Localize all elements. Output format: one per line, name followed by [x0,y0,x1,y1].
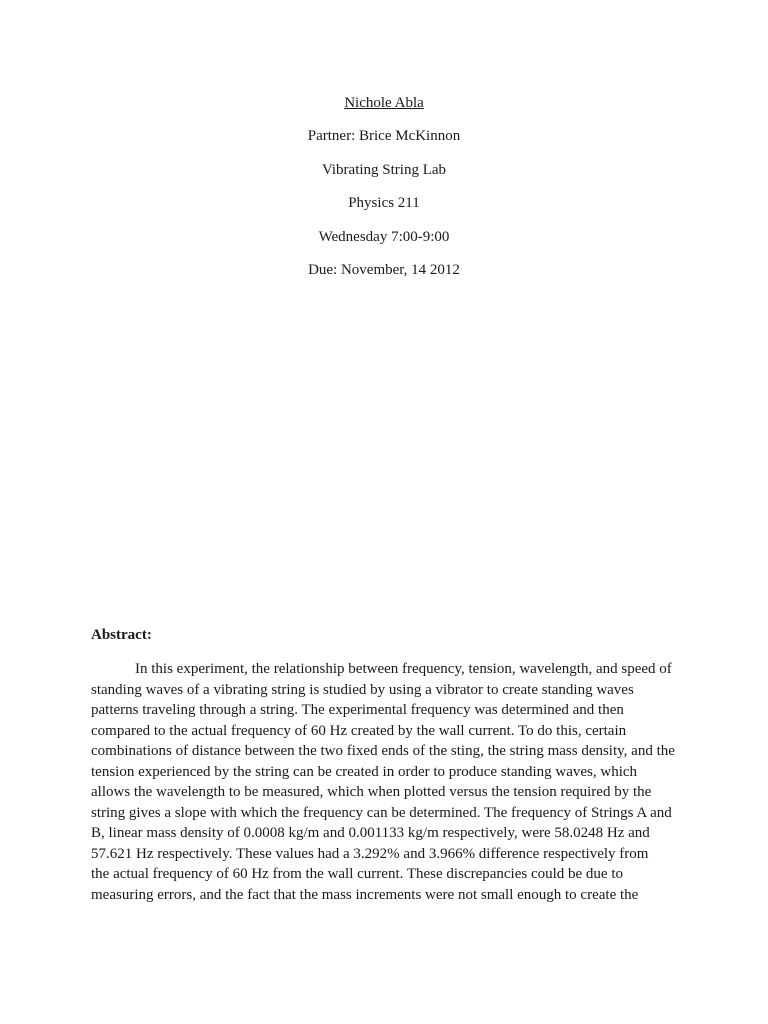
abstract-line: the actual frequency of 60 Hz from the wall current. These discrepancies could be due to [91,866,624,882]
title-line-course: Physics 211 [348,195,420,212]
title-line-partner: Partner: Brice McKinnon [307,128,461,145]
abstract-line: standing waves of a vibrating string is studied by using a vibrator to create standing waves [91,681,634,698]
abstract-line: B, linear mass density of 0.0008 kg/m and 0.001133 kg/m respectively, were 58.0248 Hz and [91,825,650,841]
abstract-line: compared to the actual frequency of 60 Hz created by the wall current. To do this, certain [91,722,627,739]
abstract-line: measuring errors, and the fact that the mass increments were not small enough to create the [91,886,639,903]
title-line-lab-title: Vibrating String Lab [321,161,447,178]
title-line-author [0,92,768,125]
abstract-line: string gives a slope with which the frequency can be determined. The frequency of Strings A and [91,804,672,821]
title-line-schedule: Wednesday 7:00-9:00 [318,228,450,245]
abstract-line: allows the wavelength to be measured, which when plotted versus the tension required by the [91,784,652,800]
abstract-line: patterns traveling through a string. The experimental frequency was determined and then [91,702,624,718]
author-name: Nichole Abla [344,95,424,111]
abstract-line: 57.621 Hz respectively. These values had a 3.292% and 3.966% difference respectively from [91,845,649,862]
abstract-paragraph [91,659,691,905]
title-line-due-date: Due: November, 14 2012 [308,261,460,278]
abstract-line: tension experienced by the string can be created in order to produce standing waves, which [91,763,638,780]
abstract-line: In this experiment, the relationship between frequency, tension, wavelength, and speed of [135,661,672,677]
abstract-heading: Abstract: [91,627,152,643]
title-block [0,92,768,292]
abstract-line: combinations of distance between the two fixed ends of the sting, the string mass density, and the [91,743,675,759]
